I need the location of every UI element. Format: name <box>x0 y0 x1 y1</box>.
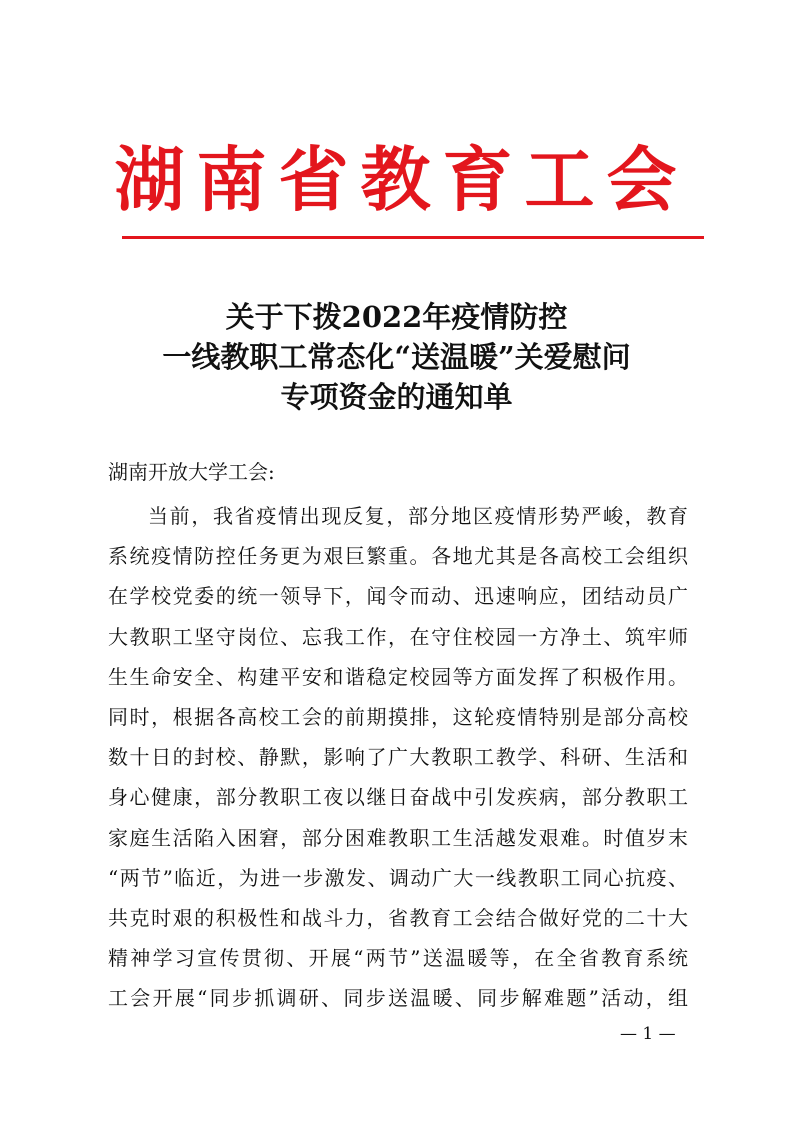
body-line: 身心健康，部分教职工夜以继日奋战中引发疾病，部分教职工 <box>108 785 688 810</box>
body-line: 在学校党委的统一领导下，闻令而动、迅速响应，团结动员广 <box>108 584 688 609</box>
body-line: 大教职工坚守岗位、忘我工作，在守住校园一方净土、筑牢师 <box>108 624 688 649</box>
body-line: 精神学习宣传贯彻、开展“两节”送温暖等，在全省教育系统 <box>108 946 688 971</box>
letterhead-divider <box>122 236 704 239</box>
title-line-2: 一线教职工常态化“送温暖”关爱慰问 <box>162 340 631 374</box>
title-line-1: 关于下拨2022年疫情防控 <box>225 300 568 334</box>
body-line: 当前，我省疫情出现反复，部分地区疫情形势严峻，教育 <box>148 504 688 528</box>
letterhead-org-name: 湖南省教育工会 <box>114 139 689 221</box>
body-line: 同时，根据各高校工会的前期摸排，这轮疫情特别是部分高校 <box>108 704 688 729</box>
salutation: 湖南开放大学工会: <box>108 460 275 484</box>
body-paragraph <box>108 496 688 1018</box>
body-line: 生生命安全、构建平安和谐稳定校园等方面发挥了积极作用。 <box>108 664 688 689</box>
body-line: 工会开展“同步抓调研、同步送温暖、同步解难题”活动，组 <box>108 986 688 1011</box>
body-line: 系统疫情防控任务更为艰巨繁重。各地尤其是各高校工会组织 <box>108 544 688 569</box>
body-line: 数十日的封校、静默，影响了广大教职工教学、科研、生活和 <box>108 745 688 770</box>
body-line: 家庭生活陷入困窘，部分困难教职工生活越发艰难。时值岁末 <box>108 825 688 850</box>
body-line: “两节”临近，为进一步激发、调动广大一线教职工同心抗疫、 <box>108 865 688 890</box>
body-line: 共克时艰的积极性和战斗力，省教育工会结合做好党的二十大 <box>108 905 688 930</box>
document-title <box>0 297 793 417</box>
title-line-3: 专项资金的通知单 <box>280 380 513 414</box>
page-number: — 1 — <box>620 1024 676 1044</box>
